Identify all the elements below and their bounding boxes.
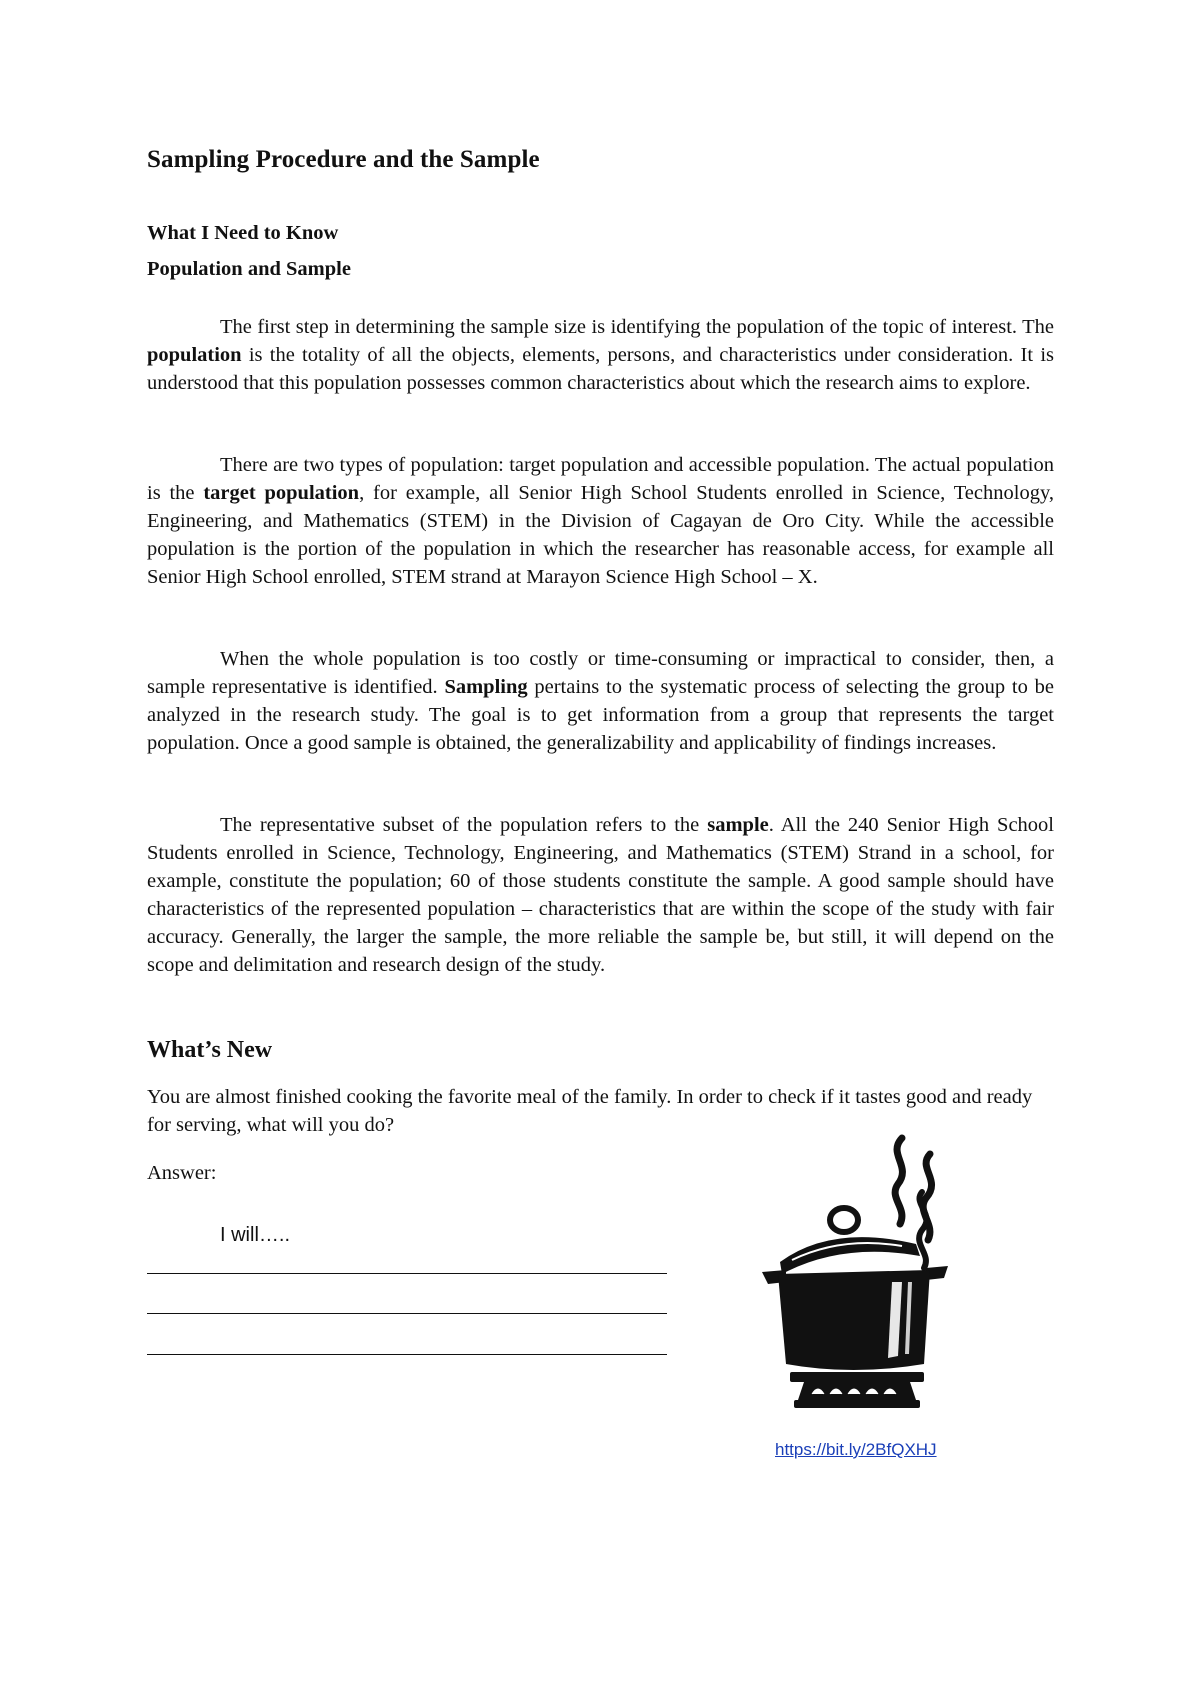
answer-label: Answer: — [147, 1162, 217, 1184]
paragraph-types-of-population: There are two types of population: target population and accessible population. The actual population is the target population, for example, all Senior High School Students enrolled in Science, Technology, Engineering, and Mathematics (STEM) in the Division of Cagayan de Oro City. While the accessible population is the portion of the population in which the researcher has reasonable access, for example all Senior High School enrolled, STEM strand at Marayon Science High School – X. — [147, 454, 1054, 588]
term-sampling: Sampling — [444, 676, 528, 698]
term-sample: sample — [707, 814, 769, 836]
paragraph-population: The first step in determining the sample size is identifying the population of the topic of interest. The population is the totality of all the objects, elements, persons, and characteristics under consideration. It is understood that this population possesses common characteristics about which the research aims to explore. — [147, 316, 1054, 394]
image-source-link[interactable]: https://bit.ly/2BfQXHJ — [775, 1440, 937, 1459]
page-title: Sampling Procedure and the Sample — [147, 146, 540, 173]
answer-line-1[interactable] — [147, 1273, 667, 1274]
term-target-population: target population — [203, 482, 360, 504]
whats-new-prompt: You are almost finished cooking the favorite meal of the family. In order to check if it tastes good and ready for serving, what will you do? — [147, 1086, 1033, 1136]
paragraph-sampling: When the whole population is too costly or time-consuming or impractical to consider, then, a sample representative is identified. Sampling pertains to the systematic process of selecting the group to be analyzed in the research study. The goal is to get information from a group that represents the target population. Once a good sample is obtained, the generalizability and applicability of findings increases. — [147, 648, 1054, 754]
answer-line-2[interactable] — [147, 1313, 667, 1314]
section-heading-what-i-need-to-know: What I Need to Know — [147, 222, 339, 244]
paragraph-sample: The representative subset of the population refers to the sample. All the 240 Senior High School Students enrolled in Science, Technology, Engineering, and Mathematics (STEM) Strand in a school, for example, constitute the population; 60 of those students constitute the sample. A good sample should have characteristics of the represented population – characteristics that are within the scope of the study with fair accuracy. Generally, the larger the sample, the more reliable the sample be, but still, it will depend on the scope and delimitation and research design of the study. — [147, 814, 1055, 976]
answer-starter: I will….. — [220, 1224, 290, 1246]
answer-line-3[interactable] — [147, 1354, 667, 1355]
term-population: population — [147, 344, 242, 366]
section-heading-whats-new: What’s New — [147, 1037, 273, 1063]
subheading-population-and-sample: Population and Sample — [147, 258, 351, 280]
cooking-pot-icon — [752, 1132, 962, 1412]
